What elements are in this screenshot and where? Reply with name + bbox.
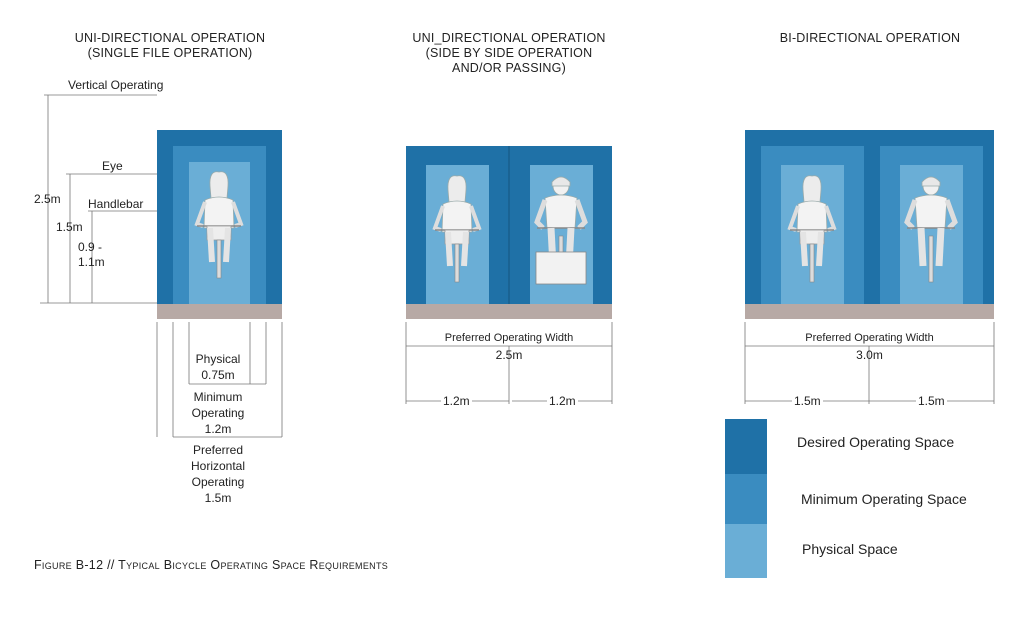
bi-directional-panel — [745, 130, 994, 404]
preferred-operating-width-value: 3.0m — [856, 348, 883, 362]
ground-strip — [406, 304, 612, 319]
physical-width-label: Physical 0.75m — [195, 352, 241, 382]
single-file-title: UNI-DIRECTIONAL OPERATION (SINGLE FILE OPERATION) — [74, 31, 266, 60]
legend-swatches — [725, 419, 767, 578]
preferred-operating-width-label: Preferred Operating Width — [805, 332, 934, 344]
ground-strip — [157, 304, 282, 319]
legend-label-minimum: Minimum Operating Space — [801, 491, 967, 507]
right-width-label: 1.2m — [549, 394, 576, 408]
preferred-operating-width-value: 2.5m — [495, 348, 523, 362]
right-width-label: 1.5m — [918, 394, 945, 408]
height-handlebar-label: 0.9 - 1.1m — [78, 240, 105, 269]
bi-directional-title: BI-DIRECTIONAL OPERATION — [779, 31, 961, 45]
preferred-width-label: Preferred Horizontal Operating 1.5m — [190, 443, 246, 505]
side-by-side-title: UNI_DIRECTIONAL OPERATION (SIDE BY SIDE OPERATION AND/OR PASSING) — [412, 31, 606, 75]
single-file-panel — [40, 95, 282, 437]
legend-label-desired: Desired Operating Space — [797, 434, 955, 450]
handlebar-label: Handlebar — [88, 197, 144, 211]
preferred-operating-width-label: Preferred Operating Width — [444, 332, 574, 344]
vertical-operating-label: Vertical Operating — [68, 78, 164, 92]
left-width-label: 1.2m — [443, 394, 470, 408]
trailer-box — [536, 252, 586, 284]
left-width-label: 1.5m — [794, 394, 821, 408]
legend-swatch-desired — [725, 419, 767, 474]
minimum-width-label: Minimum Operating 1.2m — [191, 390, 245, 436]
eye-label: Eye — [102, 159, 123, 173]
legend-swatch-physical — [725, 524, 767, 578]
side-by-side-panel — [406, 146, 612, 404]
height-total-label: 2.5m — [34, 192, 61, 206]
legend-swatch-minimum — [725, 474, 767, 524]
ground-strip — [745, 304, 994, 319]
height-eye-label: 1.5m — [56, 220, 83, 234]
legend-label-physical: Physical Space — [802, 541, 898, 557]
figure-caption: Figure B-12 // Typical Bicycle Operating Space Requirements — [34, 558, 389, 572]
